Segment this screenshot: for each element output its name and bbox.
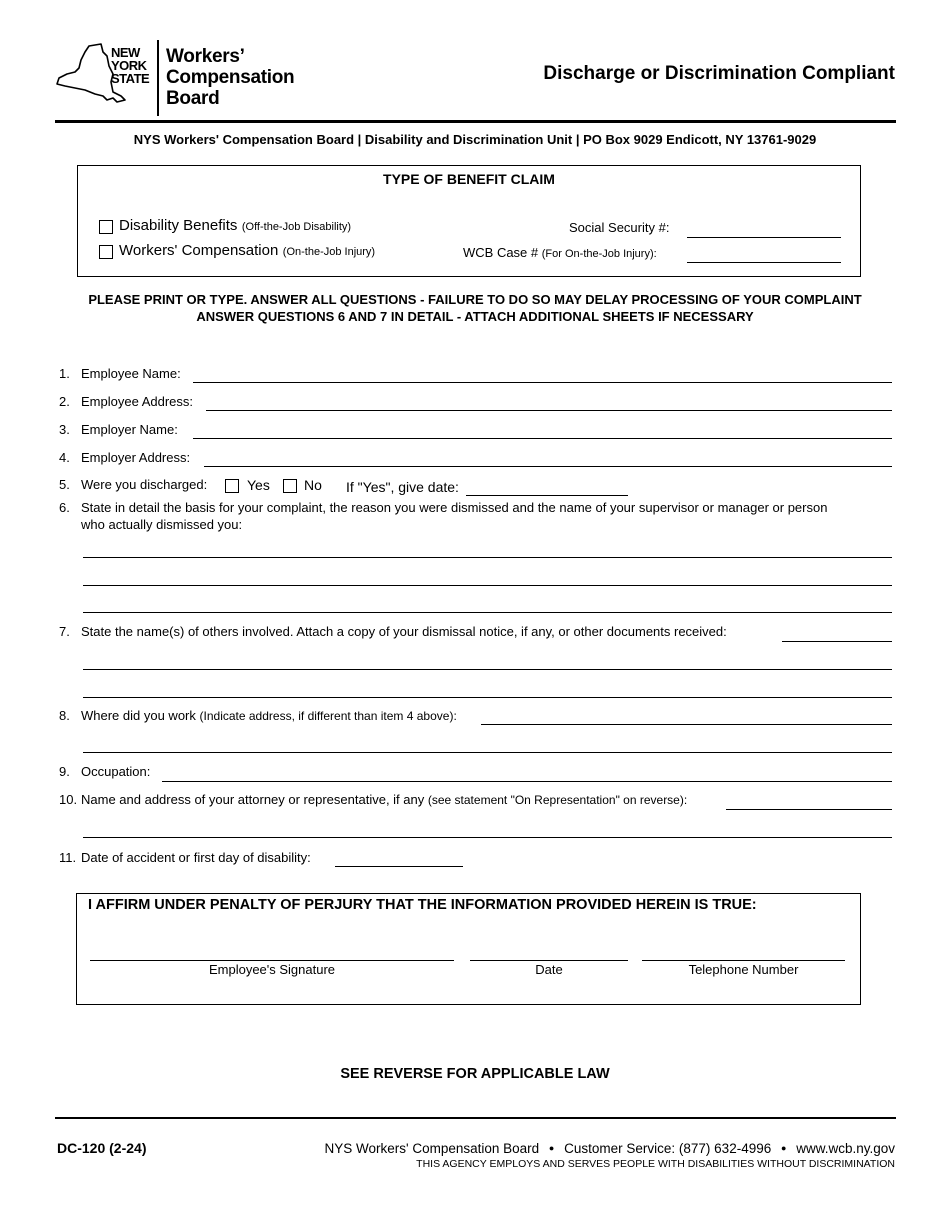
discharge-date-label: If "Yes", give date: [346, 479, 459, 495]
footer-board-name: NYS Workers' Compensation Board [324, 1141, 540, 1156]
q10-number: 10. [59, 792, 78, 807]
footer-bullet: ● [781, 1143, 787, 1153]
ssn-field[interactable] [687, 237, 841, 238]
logo-agency-line: Workers’ [166, 46, 245, 67]
q8-label: Where did you work [81, 708, 196, 723]
attorney-field-line[interactable] [83, 837, 892, 838]
others-involved-field-line[interactable] [782, 641, 892, 642]
attorney-field-line[interactable] [726, 809, 892, 810]
employee-address-field[interactable] [206, 410, 892, 411]
workers-compensation-checkbox[interactable] [99, 245, 113, 259]
form-title: Discharge or Discrimination Compliant [543, 63, 895, 84]
logo-agency-line: Compensation [166, 67, 295, 88]
wcb-case-label-group [463, 245, 657, 260]
complaint-basis-field-line[interactable] [83, 612, 892, 613]
q7-label: State the name(s) of others involved. Attach a copy of your dismissal notice, if any, or other documents received: [81, 624, 727, 639]
workers-compensation-note: (On-the-Job Injury) [282, 246, 376, 258]
complaint-basis-field-line[interactable] [83, 585, 892, 586]
employee-signature-label: Employee's Signature [208, 962, 336, 977]
discharged-yes-checkbox[interactable] [225, 479, 239, 493]
q6-label-line-2: who actually dismissed you: [81, 517, 243, 532]
instructions-line-1: PLEASE PRINT OR TYPE. ANSWER ALL QUESTIONS - FAILURE TO DO SO MAY DELAY PROCESSING OF YOUR COMPLAINT [88, 292, 862, 307]
logo-divider [157, 40, 159, 116]
discharged-no-checkbox[interactable] [283, 479, 297, 493]
work-location-field-line[interactable] [83, 752, 892, 753]
telephone-number-label: Telephone Number [688, 962, 799, 977]
q1-number: 1. [59, 366, 70, 381]
employee-name-field[interactable] [193, 382, 892, 383]
logo-state-line: YORK [111, 58, 147, 73]
workers-compensation-option [119, 242, 375, 260]
q8-label-group [81, 708, 457, 723]
q8-number: 8. [59, 708, 70, 723]
signature-date-label: Date [535, 962, 563, 977]
form-number: DC-120 (2-24) [57, 1140, 147, 1156]
footer-customer-service: Customer Service: (877) 632-4996 [564, 1141, 772, 1156]
logo-state-line: STATE [111, 71, 150, 86]
q5-label: Were you discharged: [81, 477, 208, 492]
ssn-label: Social Security #: [569, 220, 670, 235]
q11-number: 11. [59, 850, 77, 865]
footer-notice: THIS AGENCY EMPLOYS AND SERVES PEOPLE WITH DISABILITIES WITHOUT DISCRIMINATION [416, 1158, 895, 1170]
q11-label: Date of accident or first day of disability: [81, 850, 311, 865]
disability-benefits-label: Disability Benefits [119, 217, 238, 234]
q10-label: Name and address of your attorney or representative, if any [81, 792, 425, 807]
employee-signature-field[interactable] [90, 960, 454, 961]
q4-label: Employer Address: [81, 450, 191, 465]
see-reverse-note: SEE REVERSE FOR APPLICABLE LAW [340, 1066, 610, 1082]
q6-number: 6. [59, 500, 70, 515]
discharged-yes-label: Yes [247, 477, 270, 493]
q7-number: 7. [59, 624, 70, 639]
q1-label: Employee Name: [81, 366, 181, 381]
instructions-line-2: ANSWER QUESTIONS 6 AND 7 IN DETAIL - ATTACH ADDITIONAL SHEETS IF NECESSARY [196, 309, 754, 324]
wcb-case-field[interactable] [687, 262, 841, 263]
logo-state-line: NEW [111, 45, 140, 60]
footer-contact [324, 1141, 895, 1156]
disability-benefits-option [119, 217, 351, 235]
disability-benefits-checkbox[interactable] [99, 220, 113, 234]
q5-number: 5. [59, 477, 70, 492]
workers-compensation-label: Workers' Compensation [119, 242, 279, 259]
q10-note: (see statement "On Representation" on reverse): [427, 793, 688, 807]
complaint-basis-field-line[interactable] [83, 557, 892, 558]
logo-agency-line: Board [166, 88, 220, 109]
q6-label-line-1: State in detail the basis for your complaint, the reason you were dismissed and the name of your supervisor or manager or person [81, 500, 828, 515]
q4-number: 4. [59, 450, 70, 465]
wcb-case-note: (For On-the-Job Injury): [541, 248, 657, 260]
q9-label: Occupation: [81, 764, 151, 779]
others-involved-field-line[interactable] [83, 669, 892, 670]
benefit-claim-title: TYPE OF BENEFIT CLAIM [383, 171, 555, 187]
header-rule [55, 120, 896, 123]
employer-name-field[interactable] [193, 438, 892, 439]
footer-rule [55, 1117, 896, 1119]
footer-bullet: ● [548, 1143, 555, 1153]
discharge-date-field[interactable] [466, 495, 628, 496]
telephone-number-field[interactable] [642, 960, 845, 961]
disability-benefits-note: (Off-the-Job Disability) [241, 221, 352, 233]
work-location-field-line[interactable] [481, 724, 892, 725]
signature-date-field[interactable] [470, 960, 628, 961]
agency-address: NYS Workers' Compensation Board | Disability and Discrimination Unit | PO Box 9029 Endicott, NY 13761-9029 [133, 132, 817, 147]
wcb-case-label: WCB Case # [463, 245, 539, 260]
discharged-no-label: No [304, 477, 322, 493]
q3-number: 3. [59, 422, 70, 437]
q3-label: Employer Name: [81, 422, 178, 437]
q9-number: 9. [59, 764, 70, 779]
q2-number: 2. [59, 394, 70, 409]
accident-date-field[interactable] [335, 866, 463, 867]
occupation-field[interactable] [162, 781, 892, 782]
affirmation-title: I AFFIRM UNDER PENALTY OF PERJURY THAT THE INFORMATION PROVIDED HEREIN IS TRUE: [88, 897, 757, 913]
others-involved-field-line[interactable] [83, 697, 892, 698]
q2-label: Employee Address: [81, 394, 194, 409]
q8-note: (Indicate address, if different than item 4 above): [199, 709, 457, 723]
q10-label-group [81, 792, 687, 807]
employer-address-field[interactable] [204, 466, 892, 467]
nys-logo [55, 40, 310, 116]
footer-website-link[interactable]: www.wcb.ny.gov [796, 1141, 895, 1156]
